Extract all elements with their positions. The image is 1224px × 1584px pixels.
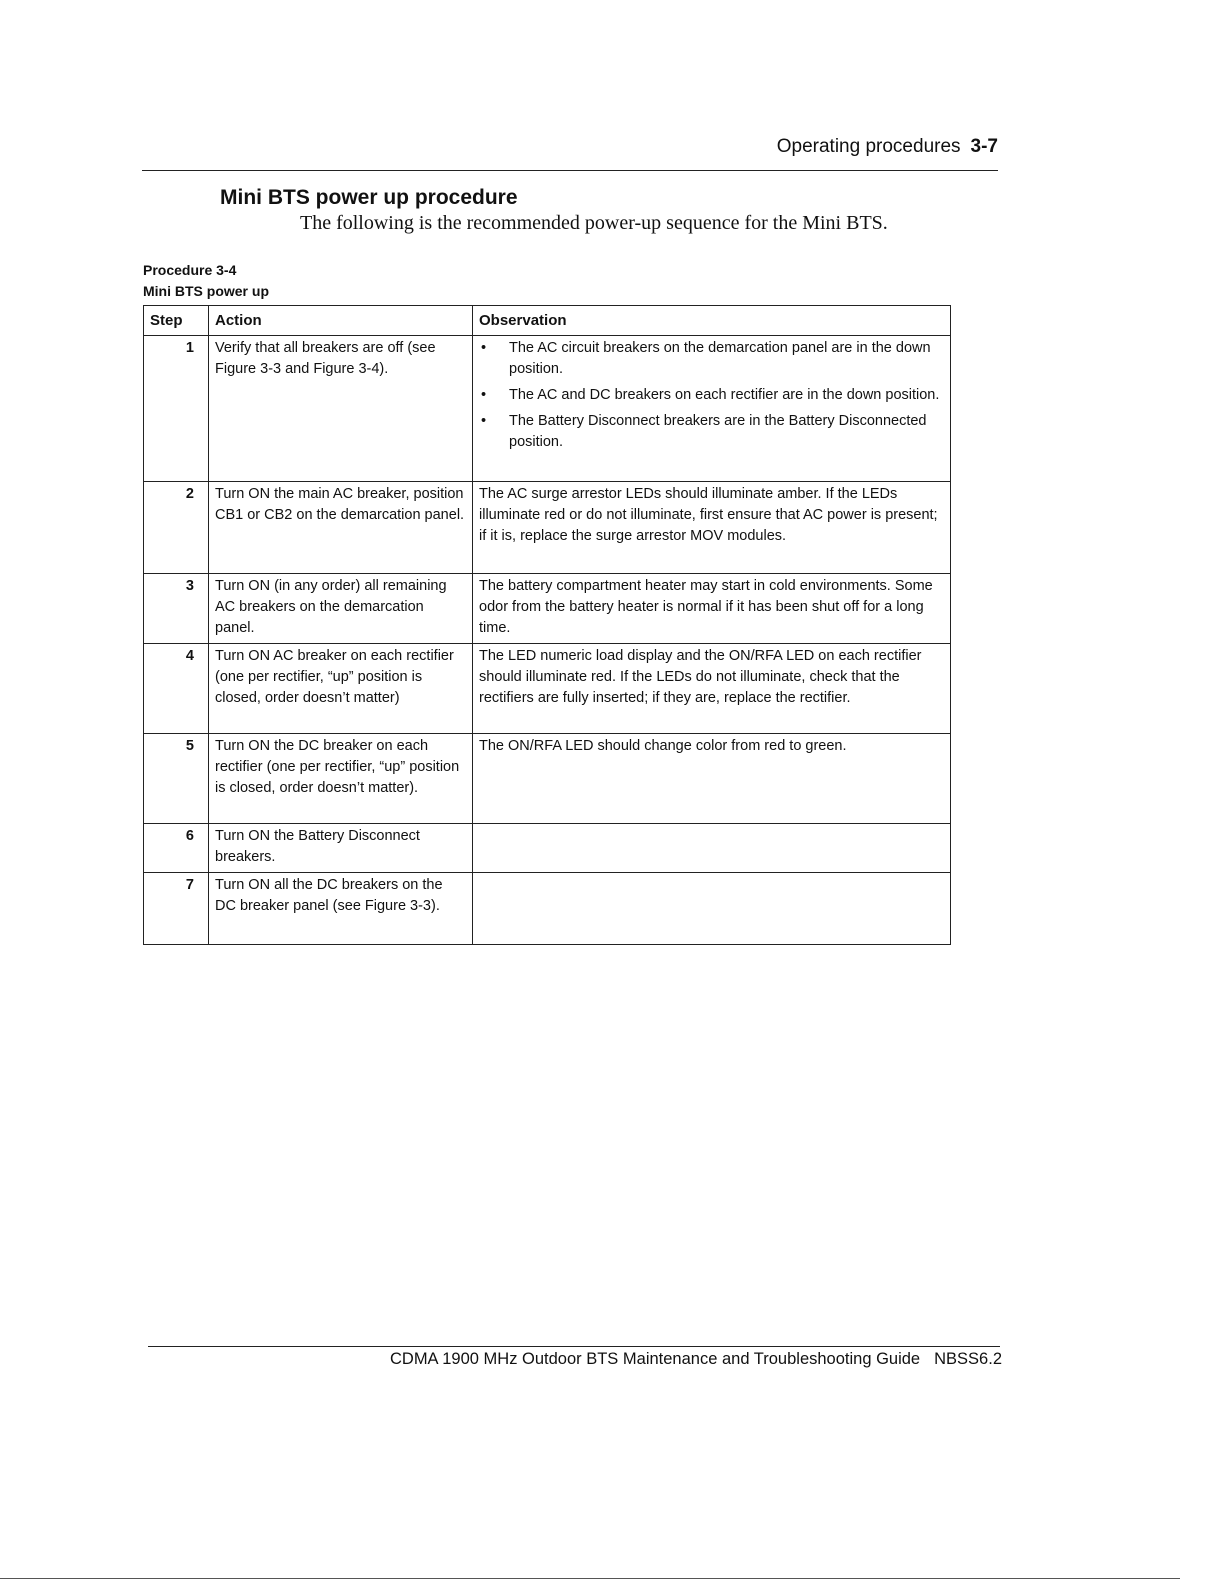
footer-rule [148,1346,1000,1347]
page-title: Mini BTS power up procedure [220,186,518,209]
list-item: • The AC circuit breakers on the demarcation panel are in the down position. [479,338,944,380]
intro-paragraph: The following is the recommended power-up sequence for the Mini BTS. [300,212,888,234]
table-row [144,644,951,734]
table-row [144,824,951,873]
procedure-number: Procedure 3-4 [143,262,237,278]
step-observation [473,824,951,873]
step-number: 5 [144,734,209,824]
header-observation: Observation [473,306,951,336]
header-action: Action [209,306,473,336]
list-item: • The Battery Disconnect breakers are in the Battery Disconnected position. [479,411,944,453]
procedure-title: Mini BTS power up [143,283,269,299]
step-observation: The LED numeric load display and the ON/RFA LED on each rectifier should illuminate red. If the LEDs do not illuminate, check that the rectifiers are fully inserted; if they are, replace the rectifier. [473,644,951,734]
step-observation: The battery compartment heater may start in cold environments. Some odor from the battery heater is normal if it has been shut off for a long time. [473,574,951,644]
footer-code: NBSS6.2 [934,1350,1002,1368]
step-number: 6 [144,824,209,873]
table-row [144,873,951,945]
footer-title: CDMA 1900 MHz Outdoor BTS Maintenance and Troubleshooting Guide [389,1350,921,1368]
scan-edge-line [0,1578,1180,1579]
step-number: 1 [144,336,209,482]
running-footer [390,1350,1002,1369]
step-observation: The ON/RFA LED should change color from red to green. [473,734,951,824]
step-number: 4 [144,644,209,734]
step-action: Turn ON the Battery Disconnect breakers. [209,824,473,873]
header-rule [142,170,998,171]
step-action: Turn ON (in any order) all remaining AC breakers on the demarcation panel. [209,574,473,644]
table-row [144,574,951,644]
procedure-table [143,305,951,945]
step-observation [473,336,951,482]
step-action: Turn ON all the DC breakers on the DC breaker panel (see Figure 3-3). [209,873,473,945]
step-action: Turn ON the main AC breaker, position CB1 or CB2 on the demarcation panel. [209,482,473,574]
table-header-row [144,306,951,336]
page-number: 3-7 [970,136,998,157]
table-row [144,734,951,824]
observation-list [479,338,944,453]
header-step: Step [144,306,209,336]
list-item: • The AC and DC breakers on each rectifier are in the down position. [479,385,944,406]
step-number: 3 [144,574,209,644]
step-observation: The AC surge arrestor LEDs should illuminate amber. If the LEDs illuminate red or do not illuminate, first ensure that AC power is present; if it is, replace the surge arrestor MOV modules. [473,482,951,574]
step-action: Turn ON AC breaker on each rectifier (one per rectifier, “up” position is closed, order doesn’t matter) [209,644,473,734]
table-row [144,336,951,482]
step-observation [473,873,951,945]
table-row [144,482,951,574]
step-number: 7 [144,873,209,945]
step-number: 2 [144,482,209,574]
step-action: Verify that all breakers are off (see Figure 3-3 and Figure 3-4). [209,336,473,482]
header-section: Operating procedures [776,136,961,157]
step-action: Turn ON the DC breaker on each rectifier (one per rectifier, “up” position is closed, order doesn’t matter). [209,734,473,824]
running-header [777,136,998,158]
